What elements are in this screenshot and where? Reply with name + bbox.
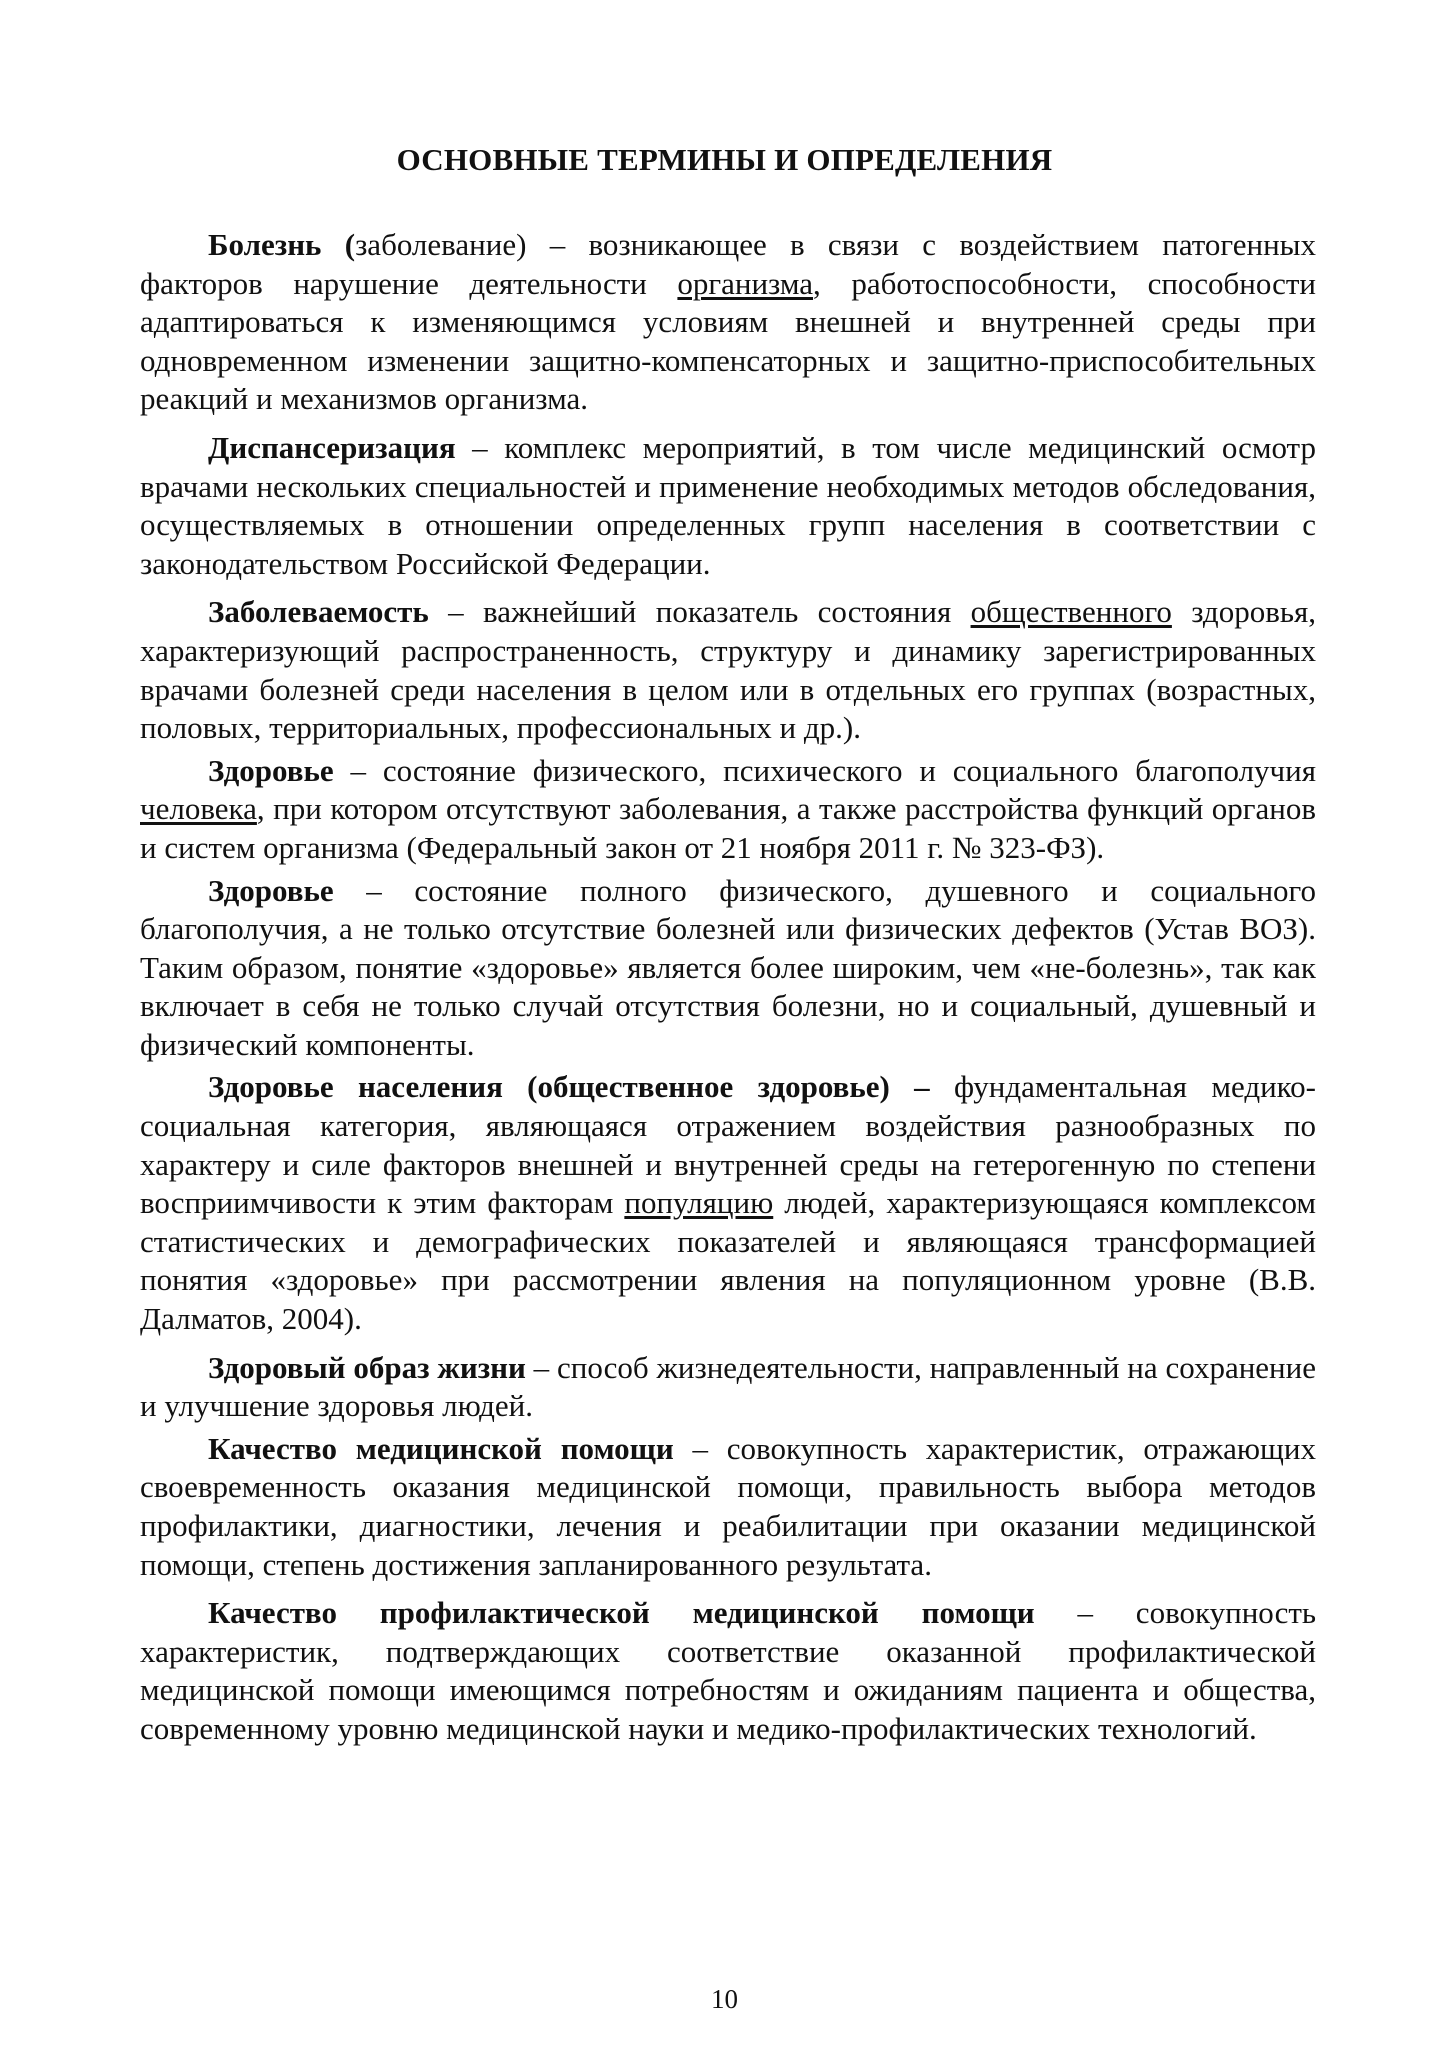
term-link[interactable]: общественного (970, 594, 1172, 630)
term-kachestvo-med-pomoshchi (140, 1430, 1316, 1584)
term-definition: – способ жизнедеятельности, направленный на сохранение и улучшение здоровья людей. (140, 1349, 1316, 1424)
term-zdorovie-law (140, 752, 1316, 868)
term-link[interactable]: организма (677, 265, 814, 301)
term-name: Болезнь ( (208, 227, 356, 262)
term-name: Качество профилактической медицинской помощи (208, 1595, 1035, 1631)
term-definition-continued: , работоспособности, способности адаптироваться к изменяющимся условиям внешней и внутренней среды при одновременном изменении защитно-компенсаторных и защитно-приспособительных реакций и механизмов организма. (140, 265, 1316, 417)
page-number: 10 (711, 1984, 738, 2014)
term-link[interactable]: человека (140, 791, 257, 827)
term-definition: – состояние физического, психического и социального благополучия (333, 752, 1316, 788)
term-definition: – совокупность характеристик, подтверждающих соответствие оказанной профилактической медицинской помощи имеющимся потребностям и ожиданиям пациента и общества, современному уровню медицинской науки и медико-профилактических технологий. (140, 1595, 1317, 1746)
term-name: Диспансеризация (208, 429, 456, 465)
term-name: Здоровый образ жизни (208, 1349, 526, 1385)
term-definition: фундаментальная медико-социальная категория, являющаяся отражением воздействия разнообразных по характеру и силе факторов внешней и внутренней среды на гетерогенную по степени восприимчивости к этим факторам (140, 1069, 1316, 1221)
terms-list (140, 226, 1316, 1753)
term-zdorovie-who (140, 872, 1316, 1065)
term-zdorovyi-obraz-zhizni (140, 1349, 1316, 1426)
page-title: ОСНОВНЫЕ ТЕРМИНЫ И ОПРЕДЕЛЕНИЯ (396, 142, 1053, 177)
term-name: Качество медицинской помощи (208, 1430, 674, 1466)
term-kachestvo-profilakt-pomoshchi (140, 1594, 1316, 1748)
term-definition: – совокупность характеристик, отражающих своевременность оказания медицинской помощи, правильность выбора методов профилактики, диагностики, лечения и реабилитации при оказании медицинской помощи, степень достижения запланированного результата. (140, 1430, 1316, 1582)
term-definition-continued: , при котором отсутствуют заболевания, а также расстройства функций органов и систем организма (Федеральный закон от 21 ноября 2011 г. № 323-ФЗ). (140, 791, 1316, 865)
term-dispanserizatsiya (140, 429, 1316, 583)
term-definition: заболевание) – возникающее в связи с воздействием патогенных факторов нарушение деятельности (140, 227, 1316, 301)
term-definition-continued: людей, характеризующаяся комплексом статистических и демографических показателей и являющаяся трансформацией понятия «здоровье» при рассмотрении явления на популяционном уровне (В.В. Далматов, 2004). (140, 1185, 1316, 1337)
term-name: Здоровье (208, 872, 334, 908)
term-name: Здоровье населения (общественное здоровье) – (208, 1069, 930, 1105)
term-bolezn (140, 226, 1316, 419)
term-zabolevaemost (140, 593, 1316, 747)
term-definition: – состояние полного физического, душевного и социального благополучия, а не только отсутствие болезней или физических дефектов (Устав ВОЗ). Таким образом, понятие «здоровье» является более широким, чем «не-болезнь», так как включает в себя не только случай отсутствия болезни, но и социальный, душевный и физический компоненты. (140, 872, 1316, 1062)
term-link[interactable]: популяцию (624, 1185, 774, 1221)
term-zdorovie-naseleniya (140, 1068, 1316, 1338)
term-name: Здоровье (208, 752, 334, 788)
term-definition: – комплекс мероприятий, в том числе медицинский осмотр врачами нескольких специальностей и применение необходимых методов обследования, осуществляемых в отношении определенных групп населения в соответствии с законодательством Российской Федерации. (140, 429, 1316, 581)
term-definition-continued: здоровья, характеризующий распространенность, структуру и динамику зарегистрированных врачами болезней среди населения в целом или в отдельных его группах (возрастных, половых, территориальных, профессиональных и др.). (140, 594, 1316, 746)
term-name: Заболеваемость (208, 594, 429, 630)
term-definition: – важнейший показатель состояния (428, 594, 971, 630)
